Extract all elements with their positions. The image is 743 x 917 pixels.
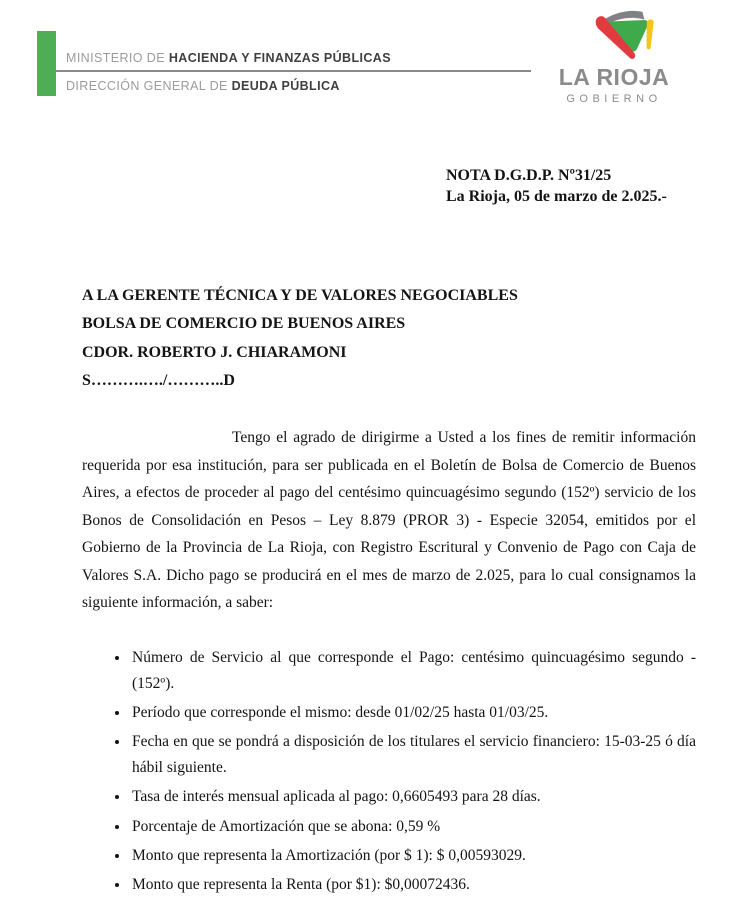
recipient-line-2: BOLSA DE COMERCIO DE BUENOS AIRES	[82, 315, 406, 333]
recipient-line-1: A LA GERENTE TÉCNICA Y DE VALORES NEGOCIABLES	[82, 287, 518, 304]
list-item-amortization-amount: • Monto que representa la Amortización (por $ 1): $ 0,00593029.	[130, 843, 696, 869]
direction-name: DEUDA PÚBLICA	[231, 79, 340, 93]
recipient-line-4: S……….…./………..D	[82, 371, 235, 389]
letterhead-accent-bar	[37, 31, 56, 96]
payment-details-list	[82, 645, 696, 902]
list-item-amortization-pct: • Porcentaje de Amortización que se abona: 0,59 %	[130, 814, 696, 840]
logo-subtitle: GOBIERNO	[566, 93, 662, 105]
direction-prefix: DIRECCIÓN GENERAL DE	[66, 79, 232, 93]
logo-title: LA RIOJA	[558, 64, 670, 90]
note-dateline: La Rioja, 05 de marzo de 2.025.-	[446, 188, 667, 205]
list-item-rent-amount: • Monto que representa la Renta (por $1): $0,00072436.	[130, 872, 696, 898]
emblem-yellow-blade	[646, 19, 653, 49]
ministry-prefix: MINISTERIO DE	[66, 51, 169, 65]
recipient-line-3: CDOR. ROBERTO J. CHIARAMONI	[82, 343, 347, 361]
ministry-line	[66, 51, 391, 65]
la-rioja-emblem-icon	[592, 8, 662, 63]
direction-line	[66, 79, 340, 93]
list-item-payment-date: • Fecha en que se pondrá a disposición de los titulares el servicio financiero: 15-03-25 ó día hábil siguiente.	[130, 729, 696, 781]
recipient-block	[82, 282, 518, 395]
list-item-service-number: • Número de Servicio al que corresponde el Pago: centésimo quincuagésimo segundo - (152º).	[130, 645, 696, 697]
body-paragraph: Tengo el agrado de dirigirme a Usted a los fines de remitir información requerida por esa institución, para ser publicada en el Boletín de Bolsa de Comercio de Buenos Aires, a efectos de proceder al pago del centésimo quincuagésimo segundo (152º) servicio de los Bonos de Consolidación en Pesos – Ley 8.879 (PROR 3) - Especie 32054, emitidos por el Gobierno de la Provincia de La Rioja, con Registro Escritural y Convenio de Pago con Caja de Valores S.A. Dicho pago se producirá en el mes de marzo de 2.025, para lo cual consignamos la siguiente información, a saber:	[82, 429, 696, 611]
ministry-name: HACIENDA Y FINANZAS PÚBLICAS	[168, 51, 391, 65]
list-item-interest-rate: • Tasa de interés mensual aplicada al pago: 0,6605493 para 28 días.	[130, 784, 696, 810]
la-rioja-gobierno-logo	[558, 8, 670, 105]
note-reference: NOTA D.G.D.P. Nº31/25	[446, 167, 612, 184]
list-item-period: • Período que corresponde el mismo: desde 01/02/25 hasta 01/03/25.	[130, 700, 696, 726]
note-reference-block	[446, 165, 667, 207]
letterhead-divider	[56, 70, 531, 72]
